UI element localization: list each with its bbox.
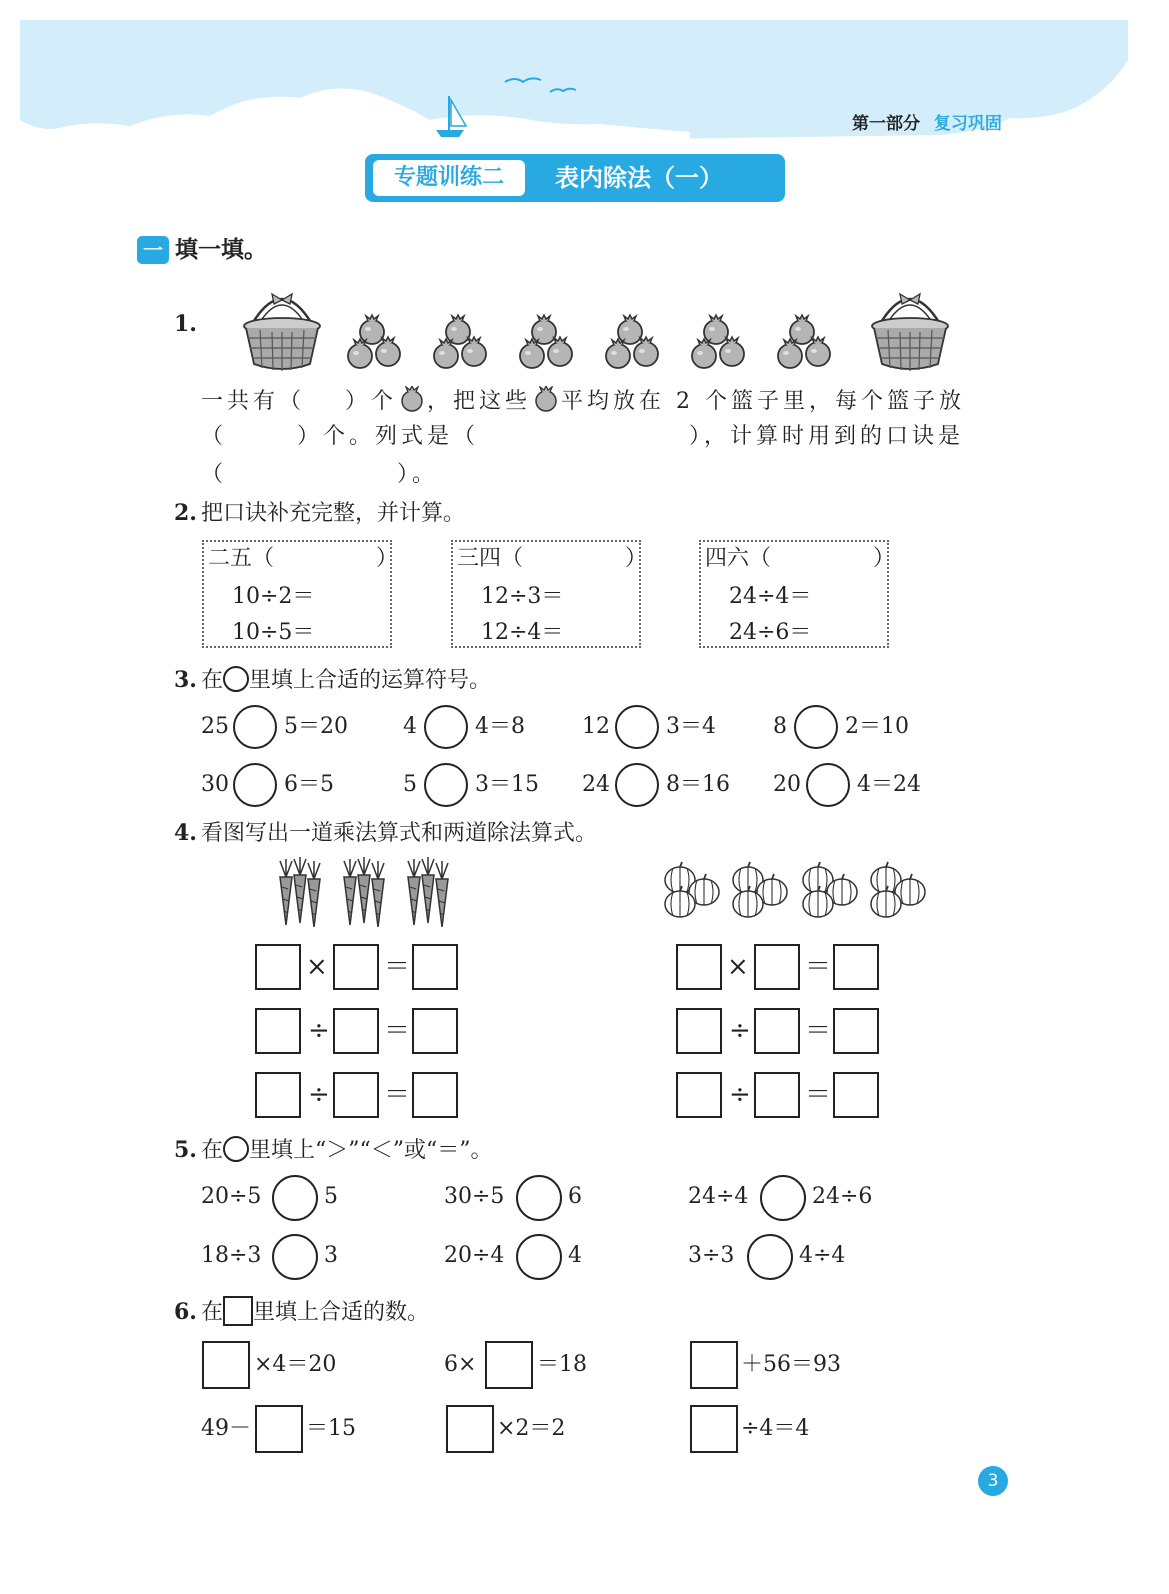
q4-heading: 4. 看图写出一道乘法算式和两道除法算式。 xyxy=(174,820,597,846)
carrot-group-icon xyxy=(408,857,448,927)
pumpkins-illustration xyxy=(660,858,940,922)
circle-icon xyxy=(223,666,249,692)
divide-sign: ÷ xyxy=(729,1016,751,1046)
q5-operand: 24÷6 xyxy=(812,1184,873,1209)
answer-circle[interactable] xyxy=(615,763,659,807)
answer-box[interactable] xyxy=(676,1008,722,1054)
q1-number: 1. xyxy=(174,311,197,337)
title-bar xyxy=(365,154,785,202)
koujue-box-2: 三四（ ） 12÷3＝ 12÷4＝ xyxy=(451,540,641,648)
equals-sign: ＝ xyxy=(384,1016,411,1046)
divide-sign: ÷ xyxy=(308,1016,330,1046)
answer-box[interactable] xyxy=(255,1072,301,1118)
q6-expression: ÷4＝4 xyxy=(741,1416,810,1441)
q5-operand: 4÷4 xyxy=(799,1243,846,1268)
q6-expression: ＝18 xyxy=(537,1352,587,1377)
equals-sign: ＝ xyxy=(384,952,411,982)
header-section: 复习巩固 xyxy=(933,114,1002,134)
pumpkin-group-icon xyxy=(733,862,787,917)
pomegranate-group-icon xyxy=(778,315,830,368)
square-icon xyxy=(223,1296,253,1326)
q3-operand: 4＝24 xyxy=(857,772,921,797)
equals-sign: ＝ xyxy=(805,1080,832,1110)
q3-operand: 4＝8 xyxy=(475,714,525,739)
compare-circle[interactable] xyxy=(272,1175,318,1221)
q6-expression: ＝15 xyxy=(306,1416,356,1441)
answer-box[interactable] xyxy=(754,1008,800,1054)
pomegranate-group-icon xyxy=(520,315,572,368)
q3-operand: 5 xyxy=(403,772,417,797)
q3-operand: 12 xyxy=(582,714,610,739)
pomegranate-group-icon xyxy=(434,315,486,368)
answer-box[interactable] xyxy=(412,1008,458,1054)
q6-expression: 6× xyxy=(444,1352,477,1377)
answer-box[interactable] xyxy=(833,1072,879,1118)
pumpkin-group-icon xyxy=(803,862,857,917)
answer-circle[interactable] xyxy=(794,705,838,749)
compare-circle[interactable] xyxy=(272,1234,318,1280)
answer-box[interactable] xyxy=(754,944,800,990)
answer-box[interactable] xyxy=(412,1072,458,1118)
q1-line2: （ ）个。列式是（ ），计算时用到的口诀是 xyxy=(201,424,965,449)
compare-circle[interactable] xyxy=(760,1175,806,1221)
q5-operand: 18÷3 xyxy=(201,1243,262,1268)
carrot-group-icon xyxy=(344,857,384,927)
q3-operand: 20 xyxy=(773,772,801,797)
title-tag: 专题训练二 xyxy=(373,160,525,196)
times-sign: × xyxy=(727,952,749,982)
q5-operand: 5 xyxy=(324,1184,338,1209)
pomegranate-group-icon xyxy=(348,315,400,368)
answer-box[interactable] xyxy=(412,944,458,990)
answer-box[interactable] xyxy=(690,1341,738,1389)
answer-box[interactable] xyxy=(333,1008,379,1054)
q3-operand: 2＝10 xyxy=(845,714,909,739)
q3-operand: 8 xyxy=(773,714,787,739)
q5-heading: 5. 在 里填上“＞”“＜”或“＝”。 xyxy=(174,1137,493,1163)
q3-operand: 6＝5 xyxy=(284,772,334,797)
pumpkin-group-icon xyxy=(665,862,719,917)
q5-operand: 20÷5 xyxy=(201,1184,262,1209)
answer-box[interactable] xyxy=(833,1008,879,1054)
q6-expression: ×2＝2 xyxy=(497,1416,566,1441)
answer-box[interactable] xyxy=(202,1341,250,1389)
basket-icon xyxy=(244,294,320,371)
q3-operand: 4 xyxy=(403,714,417,739)
koujue-box-3: 四六（ ） 24÷4＝ 24÷6＝ xyxy=(699,540,889,648)
pomegranate-group-icon xyxy=(606,315,658,368)
answer-circle[interactable] xyxy=(806,763,850,807)
equals-sign: ＝ xyxy=(805,952,832,982)
answer-box[interactable] xyxy=(333,944,379,990)
q3-operand: 3＝15 xyxy=(475,772,539,797)
header-part: 第一部分 xyxy=(852,114,920,134)
circle-icon xyxy=(223,1136,249,1162)
compare-circle[interactable] xyxy=(516,1234,562,1280)
divide-sign: ÷ xyxy=(729,1080,751,1110)
compare-circle[interactable] xyxy=(516,1175,562,1221)
answer-box[interactable] xyxy=(676,1072,722,1118)
q3-operand: 25 xyxy=(201,714,229,739)
q3-operand: 30 xyxy=(201,772,229,797)
q5-operand: 3 xyxy=(324,1243,338,1268)
q6-heading: 6. 在 里填上合适的数。 xyxy=(174,1296,429,1326)
answer-box[interactable] xyxy=(676,944,722,990)
answer-circle[interactable] xyxy=(424,705,468,749)
q3-operand: 5＝20 xyxy=(284,714,348,739)
pomegranate-icon xyxy=(531,386,561,412)
answer-box[interactable] xyxy=(754,1072,800,1118)
answer-circle[interactable] xyxy=(424,763,468,807)
page-number: 3 xyxy=(978,1466,1008,1496)
q1-line3: （ ）。 xyxy=(201,462,439,487)
answer-box[interactable] xyxy=(255,1008,301,1054)
koujue-box-1: 二五（ ） 10÷2＝ 10÷5＝ xyxy=(202,540,392,648)
answer-box[interactable] xyxy=(833,944,879,990)
q5-operand: 6 xyxy=(568,1184,582,1209)
basket-icon xyxy=(872,294,948,371)
equals-sign: ＝ xyxy=(805,1016,832,1046)
answer-box[interactable] xyxy=(255,944,301,990)
q5-operand: 20÷4 xyxy=(444,1243,505,1268)
page-title: 表内除法（一） xyxy=(555,164,723,192)
answer-circle[interactable] xyxy=(233,705,277,749)
q6-expression: ×4＝20 xyxy=(254,1352,337,1377)
pomegranate-group-icon xyxy=(692,315,744,368)
q6-expression: 49－ xyxy=(201,1416,251,1441)
answer-box[interactable] xyxy=(446,1405,494,1453)
pumpkin-group-icon xyxy=(871,862,925,917)
compare-circle[interactable] xyxy=(747,1234,793,1280)
q1-line1: 一共有（ ）个 ，把这些 平均放在 2 个篮子里，每个篮子放 xyxy=(201,386,965,413)
q5-operand: 30÷5 xyxy=(444,1184,505,1209)
divide-sign: ÷ xyxy=(308,1080,330,1110)
q3-operand: 8＝16 xyxy=(666,772,730,797)
carrots-illustration xyxy=(268,855,468,927)
section-badge: 一 xyxy=(137,236,169,264)
q1-illustration xyxy=(240,280,1020,376)
q2-heading: 2. 把口诀补充完整，并计算。 xyxy=(174,500,465,526)
q3-operand: 3＝4 xyxy=(666,714,716,739)
answer-box[interactable] xyxy=(485,1341,533,1389)
times-sign: × xyxy=(306,952,328,982)
answer-circle[interactable] xyxy=(615,705,659,749)
answer-box[interactable] xyxy=(255,1405,303,1453)
q5-operand: 4 xyxy=(568,1243,582,1268)
q5-operand: 24÷4 xyxy=(688,1184,749,1209)
q5-operand: 3÷3 xyxy=(688,1243,735,1268)
q3-operand: 24 xyxy=(582,772,610,797)
q6-expression: ＋56＝93 xyxy=(741,1352,841,1377)
equals-sign: ＝ xyxy=(384,1080,411,1110)
carrot-group-icon xyxy=(280,857,320,927)
pomegranate-icon xyxy=(397,386,427,412)
answer-circle[interactable] xyxy=(233,763,277,807)
q3-heading: 3. 在 里填上合适的运算符号。 xyxy=(174,667,491,693)
answer-box[interactable] xyxy=(690,1405,738,1453)
section-title: 填一填。 xyxy=(175,237,267,263)
answer-box[interactable] xyxy=(333,1072,379,1118)
